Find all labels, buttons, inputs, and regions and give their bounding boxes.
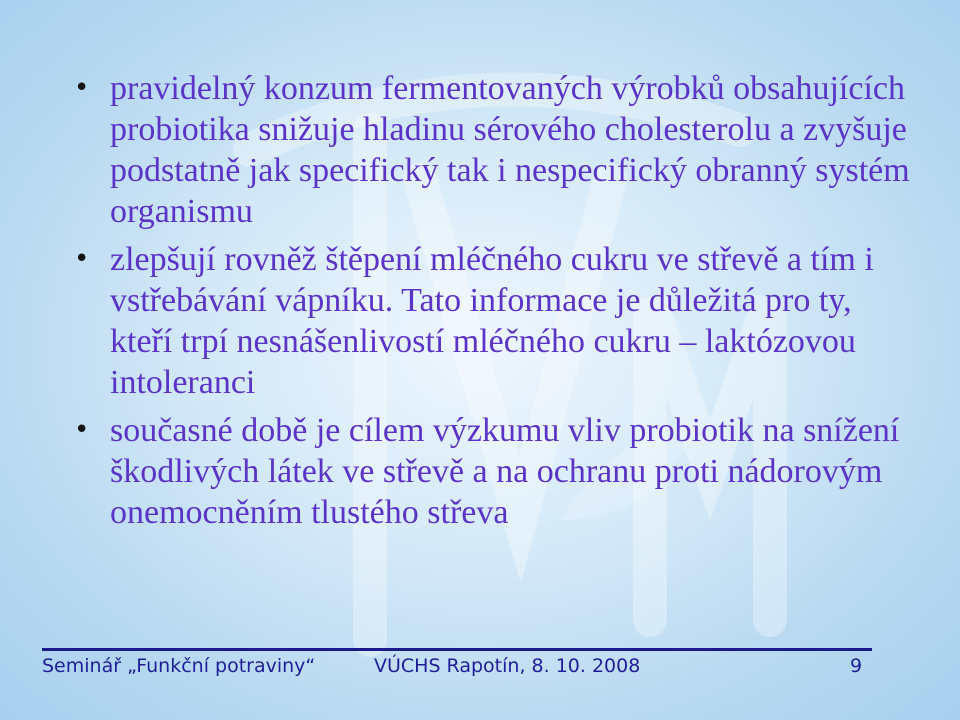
bullet-text: zlepšují rovněž štěpení mléčného cukru ve střevě a tím i vstřebávání vápníku. Tato informace je důležitá pro ty, kteří trpí nesnášenlivostí mléčného cukru – laktózovou intoleranci bbox=[110, 241, 874, 401]
page-number: 9 bbox=[850, 655, 863, 677]
bullet-item bbox=[74, 410, 910, 533]
footer-venue-date: VÚCHS Rapotín, 8. 10. 2008 bbox=[374, 655, 641, 677]
bullet-dot-icon: • bbox=[74, 73, 90, 103]
footer-divider bbox=[42, 648, 872, 651]
bullet-item bbox=[74, 68, 910, 232]
bullet-dot-icon: • bbox=[74, 415, 90, 445]
bullet-item bbox=[74, 239, 910, 403]
bullet-list bbox=[74, 68, 910, 540]
bullet-dot-icon: • bbox=[74, 244, 90, 274]
bullet-text: současné době je cílem výzkumu vliv probiotik na snížení škodlivých látek ve střevě a na ochranu proti nádorovým onemocněním tlustého střeva bbox=[110, 412, 900, 531]
footer-seminar-title: Seminář „Funkční potraviny“ bbox=[42, 655, 316, 677]
bullet-text: pravidelný konzum fermentovaných výrobků obsahujících probiotika snižuje hladinu sérového cholesterolu a zvyšuje podstatně jak specifický tak i nespecifický obranný systém organismu bbox=[110, 70, 910, 230]
